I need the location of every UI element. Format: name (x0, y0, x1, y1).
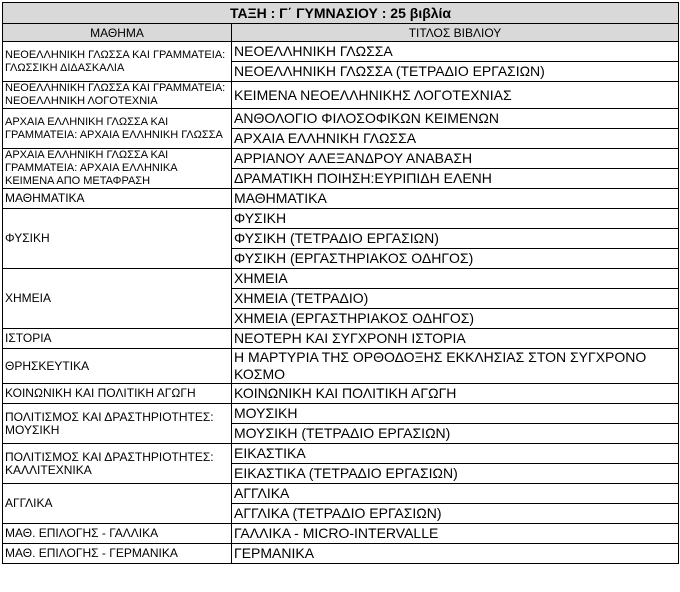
subject-cell: ΑΓΓΛΙΚΑ (3, 484, 232, 524)
books-table (2, 2, 679, 564)
book-title-cell: ΕΙΚΑΣΤΙΚΑ (ΤΕΤΡΑΔΙΟ ΕΡΓΑΣΙΩΝ) (232, 464, 679, 484)
header-book: ΤΙΤΛΟΣ ΒΙΒΛΙΟΥ (232, 24, 679, 42)
table-row (3, 189, 679, 209)
subject-cell: ΝΕΟΕΛΛΗΝΙΚΗ ΓΛΩΣΣΑ ΚΑΙ ΓΡΑΜΜΑΤΕΙΑ: ΝΕΟΕΛΛΗΝΙΚΗ ΛΟΓΟΤΕΧΝΙΑ (3, 82, 232, 109)
book-title-cell: ΔΡΑΜΑΤΙΚΗ ΠΟΙΗΣΗ:ΕΥΡΙΠΙΔΗ ΕΛΕΝΗ (232, 169, 679, 189)
table-row (3, 444, 679, 464)
book-title-cell: ΑΓΓΛΙΚΑ (232, 484, 679, 504)
book-title-cell: ΝΕΟΤΕΡΗ ΚΑΙ ΣΥΓΧΡΟΝΗ ΙΣΤΟΡΙΑ (232, 329, 679, 349)
table-row (3, 544, 679, 564)
subject-cell: ΧΗΜΕΙΑ (3, 269, 232, 329)
subject-cell: ΜΑΘ. ΕΠΙΛΟΓΗΣ - ΓΑΛΛΙΚΑ (3, 524, 232, 544)
header-subject: ΜΑΘΗΜΑ (3, 24, 232, 42)
book-title-cell: ΜΟΥΣΙΚΗ (232, 404, 679, 424)
book-title-cell: ΦΥΣΙΚΗ (ΤΕΤΡΑΔΙΟ ΕΡΓΑΣΙΩΝ) (232, 229, 679, 249)
book-title-cell: ΜΑΘΗΜΑΤΙΚΑ (232, 189, 679, 209)
subject-cell: ΜΑΘ. ΕΠΙΛΟΓΗΣ - ΓΕΡΜΑΝΙΚΑ (3, 544, 232, 564)
title-row (3, 3, 679, 24)
header-row (3, 24, 679, 42)
book-title-cell: ΑΝΘΟΛΟΓΙΟ ΦΙΛΟΣΟΦΙΚΩΝ ΚΕΙΜΕΝΩΝ (232, 109, 679, 129)
book-title-cell: ΚΕΙΜΕΝΑ ΝΕΟΕΛΛΗΝΙΚΗΣ ΛΟΓΟΤΕΧΝΙΑΣ (232, 82, 679, 109)
book-title-cell: ΧΗΜΕΙΑ (ΕΡΓΑΣΤΗΡΙΑΚΟΣ ΟΔΗΓΟΣ) (232, 309, 679, 329)
book-title-cell: ΓΕΡΜΑΝΙΚΑ (232, 544, 679, 564)
book-title-cell: ΚΟΙΝΩΝΙΚΗ ΚΑΙ ΠΟΛΙΤΙΚΗ ΑΓΩΓΗ (232, 384, 679, 404)
subject-cell: ΦΥΣΙΚΗ (3, 209, 232, 269)
subject-cell: ΚΟΙΝΩΝΙΚΗ ΚΑΙ ΠΟΛΙΤΙΚΗ ΑΓΩΓΗ (3, 384, 232, 404)
table-row (3, 404, 679, 424)
subject-cell: ΑΡΧΑΙΑ ΕΛΛΗΝΙΚΗ ΓΛΩΣΣΑ ΚΑΙ ΓΡΑΜΜΑΤΕΙΑ: ΑΡΧΑΙΑ ΕΛΛΗΝΙΚΑ ΚΕΙΜΕΝΑ ΑΠΟ ΜΕΤΑΦΡΑΣΗ (3, 149, 232, 189)
subject-cell: ΠΟΛΙΤΙΣΜΟΣ ΚΑΙ ΔΡΑΣΤΗΡΙΟΤΗΤΕΣ: ΚΑΛΛΙΤΕΧΝΙΚΑ (3, 444, 232, 484)
table-row (3, 149, 679, 169)
book-title-cell: ΧΗΜΕΙΑ (ΤΕΤΡΑΔΙΟ) (232, 289, 679, 309)
book-title-cell: ΓΑΛΛΙΚΑ - MICRO-INTERVALLE (232, 524, 679, 544)
table-row (3, 384, 679, 404)
book-title-cell: ΑΡΧΑΙΑ ΕΛΛΗΝΙΚΗ ΓΛΩΣΣΑ (232, 129, 679, 149)
book-title-cell: ΕΙΚΑΣΤΙΚΑ (232, 444, 679, 464)
subject-cell: ΠΟΛΙΤΙΣΜΟΣ ΚΑΙ ΔΡΑΣΤΗΡΙΟΤΗΤΕΣ: ΜΟΥΣΙΚΗ (3, 404, 232, 444)
subject-cell: ΘΡΗΣΚΕΥΤΙΚΑ (3, 349, 232, 384)
table-row (3, 269, 679, 289)
book-title-cell: ΑΡΡΙΑΝΟΥ ΑΛΕΞΑΝΔΡΟΥ ΑΝΑΒΑΣΗ (232, 149, 679, 169)
subject-cell: ΝΕΟΕΛΛΗΝΙΚΗ ΓΛΩΣΣΑ ΚΑΙ ΓΡΑΜΜΑΤΕΙΑ: ΓΛΩΣΣΙΚΗ ΔΙΔΑΣΚΑΛΙΑ (3, 42, 232, 82)
book-title-cell: ΜΟΥΣΙΚΗ (ΤΕΤΡΑΔΙΟ ΕΡΓΑΣΙΩΝ) (232, 424, 679, 444)
table-row (3, 82, 679, 109)
book-title-cell: ΦΥΣΙΚΗ (232, 209, 679, 229)
book-title-cell: Η ΜΑΡΤΥΡΙΑ ΤΗΣ ΟΡΘΟΔΟΞΗΣ ΕΚΚΛΗΣΙΑΣ ΣΤΟΝ ΣΥΓΧΡΟΝΟ ΚΟΣΜΟ (232, 349, 679, 384)
subject-cell: ΜΑΘΗΜΑΤΙΚΑ (3, 189, 232, 209)
book-title-cell: ΧΗΜΕΙΑ (232, 269, 679, 289)
book-title-cell: ΝΕΟΕΛΛΗΝΙΚΗ ΓΛΩΣΣΑ (ΤΕΤΡΑΔΙΟ ΕΡΓΑΣΙΩΝ) (232, 62, 679, 82)
table-row (3, 484, 679, 504)
subject-cell: ΑΡΧΑΙΑ ΕΛΛΗΝΙΚΗ ΓΛΩΣΣΑ ΚΑΙ ΓΡΑΜΜΑΤΕΙΑ: ΑΡΧΑΙΑ ΕΛΛΗΝΙΚΗ ΓΛΩΣΣΑ (3, 109, 232, 149)
table-row (3, 524, 679, 544)
table-row (3, 42, 679, 62)
book-title-cell: ΦΥΣΙΚΗ (ΕΡΓΑΣΤΗΡΙΑΚΟΣ ΟΔΗΓΟΣ) (232, 249, 679, 269)
book-title-cell: ΝΕΟΕΛΛΗΝΙΚΗ ΓΛΩΣΣΑ (232, 42, 679, 62)
table-row (3, 209, 679, 229)
book-title-cell: ΑΓΓΛΙΚΑ (ΤΕΤΡΑΔΙΟ ΕΡΓΑΣΙΩΝ) (232, 504, 679, 524)
table-body (3, 3, 679, 564)
table-row (3, 349, 679, 384)
table-row (3, 109, 679, 129)
table-row (3, 329, 679, 349)
subject-cell: ΙΣΤΟΡΙΑ (3, 329, 232, 349)
table-title: ΤΑΞΗ : Γ΄ ΓΥΜΝΑΣΙΟΥ : 25 βιβλία (3, 3, 679, 24)
